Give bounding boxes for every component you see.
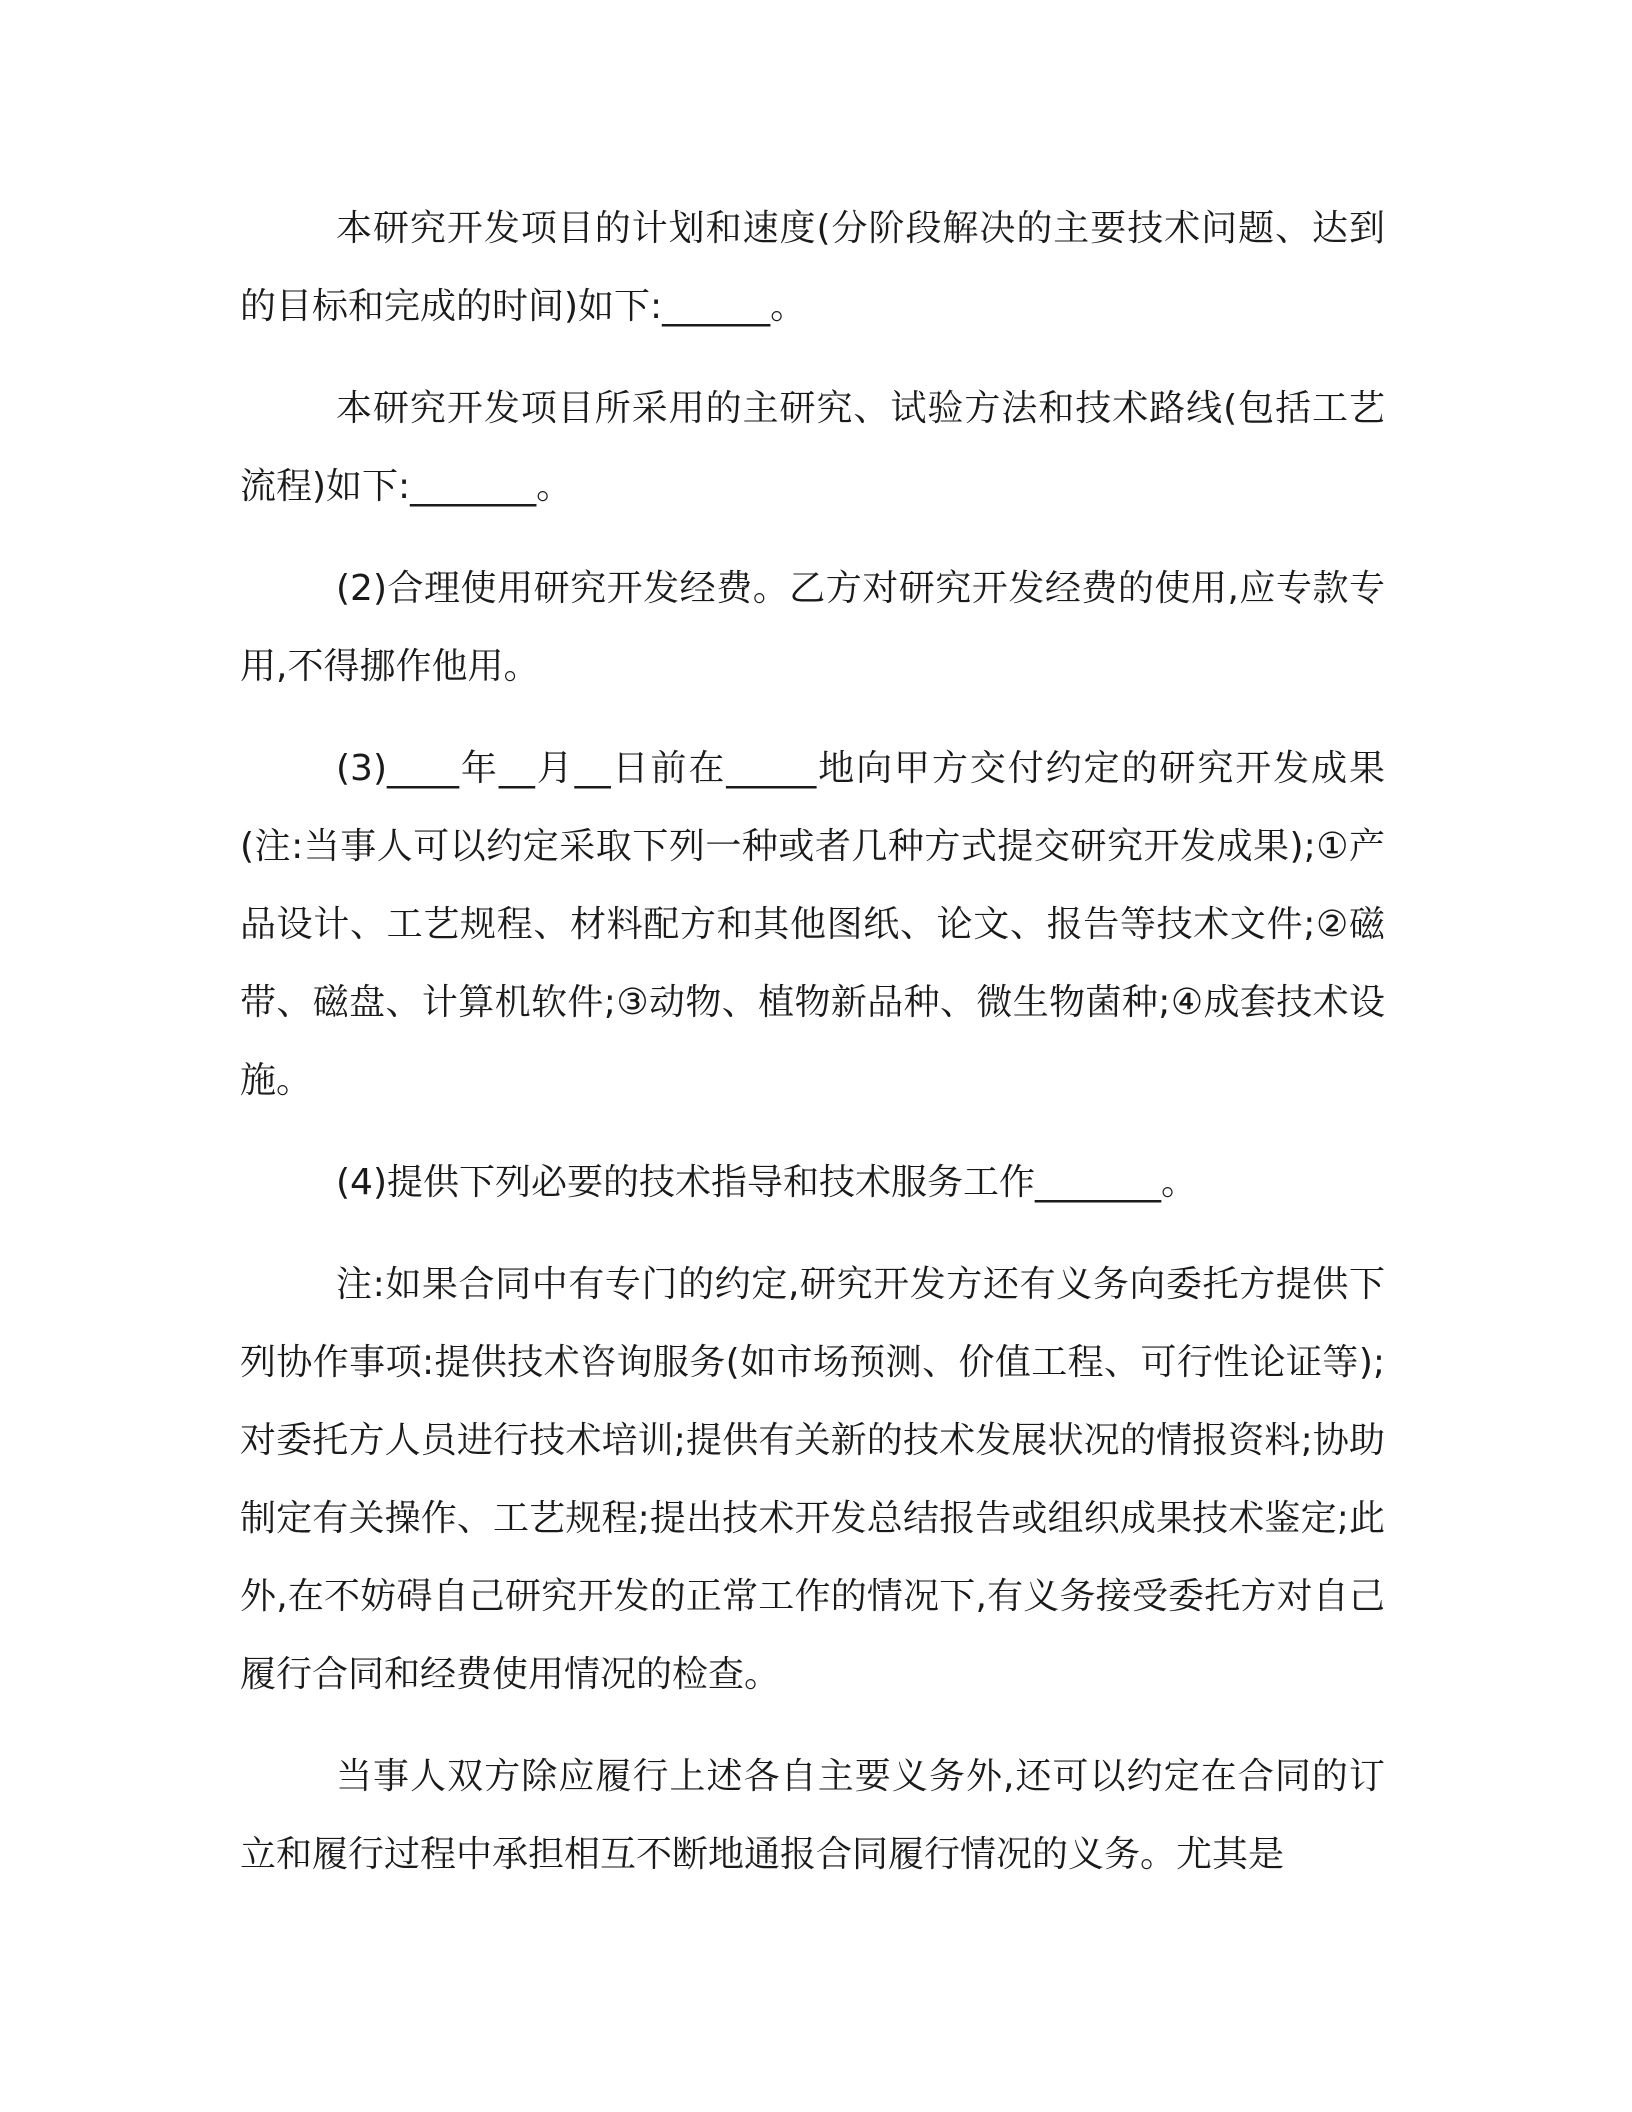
paragraph-funding-use: (2)合理使用研究开发经费。乙方对研究开发经费的使用,应专款专用,不得挪作他用。 <box>240 568 1385 687</box>
paragraph-mutual-obligations: 当事人双方除应履行上述各自主要义务外,还可以约定在合同的订立和履行过程中承担相互不断地通报合同履行情况的义务。尤其是 <box>240 1756 1385 1875</box>
paragraph-note-cooperation: 注:如果合同中有专门的约定,研究开发方还有义务向委托方提供下列协作事项:提供技术咨询服务(如市场预测、价值工程、可行性论证等);对委托方人员进行技术培训;提供有关新的技术发展状况的情报资料;协助制定有关操作、工艺规程;提出技术开发总结报告或组织成果技术鉴定;此外,在不妨碍自己研究开发的正常工作的情况下,有义务接受委托方对自己履行合同和经费使用情况的检查。 <box>240 1264 1385 1695</box>
document-body <box>240 190 1385 1918</box>
paragraph-technical-guidance: (4)提供下列必要的技术指导和技术服务工作_______。 <box>336 1162 1197 1203</box>
paragraph-delivery-results: (3)____年__月__日前在_____地向甲方交付约定的研究开发成果(注:当事人可以约定采取下列一种或者几种方式提交研究开发成果);①产品设计、工艺规程、材料配方和其他图纸、论文、报告等技术文件;②磁带、磁盘、计算机软件;③动物、植物新品种、微生物菌种;④成套技术设施。 <box>240 748 1385 1101</box>
paragraph-methods-route: 本研究开发项目所采用的主研究、试验方法和技术路线(包括工艺流程)如下:_______。 <box>240 388 1385 507</box>
paragraph-plan-schedule: 本研究开发项目的计划和速度(分阶段解决的主要技术问题、达到的目标和完成的时间)如下:______。 <box>240 208 1385 327</box>
